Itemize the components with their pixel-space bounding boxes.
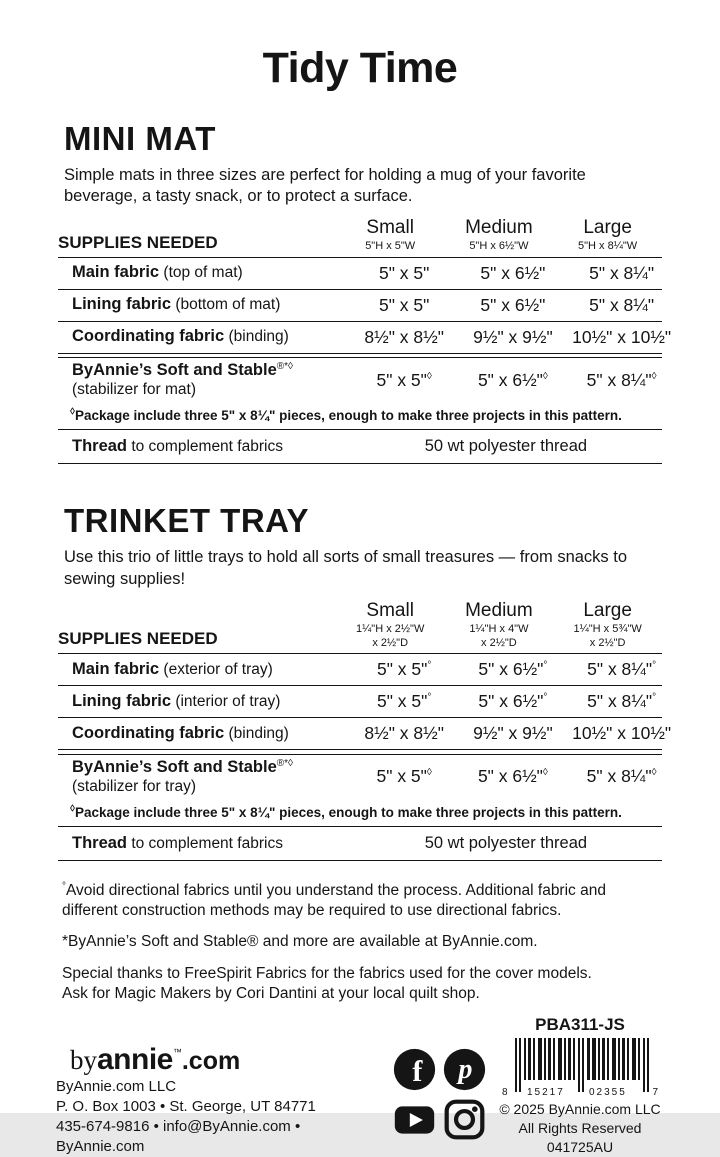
row-label: Coordinating fabric (binding) (72, 327, 289, 346)
row-note: (binding) (228, 724, 289, 742)
social-icons (392, 1047, 487, 1157)
row-label: ByAnnie’s Soft and Stable®*◊ (stabilizer for tray) (58, 758, 350, 796)
table-row (58, 718, 672, 749)
instagram-icon (442, 1097, 487, 1142)
size-value: 5" x 6½"◊ (477, 766, 548, 787)
column-header-large: Large 5"H x 8¼"W (578, 217, 638, 253)
column-header-small: Small 1¼"H x 2½"W x 2½"D (356, 599, 425, 649)
size-value: 5" x 6½"◊ (477, 369, 548, 390)
size-value: 9½" x 9½" (473, 723, 553, 744)
size-value: 5" x 5"◊ (376, 369, 432, 390)
copyright: © 2025 ByAnnie.com LLC All Rights Reserved 041725AU (499, 1100, 661, 1155)
row-note: (stabilizer for mat) (72, 380, 197, 398)
size-value: 9½" x 9½" (473, 326, 553, 347)
row-note: (bottom of mat) (175, 296, 281, 314)
table-footnote: ◊Package include three 5" x 8¼" pieces, enough to make three projects in this pattern. (70, 803, 622, 821)
section-heading: TRINKET TRAY (64, 502, 309, 540)
size-value: 8½" x 8½" (364, 326, 444, 347)
size-value: 5" x 5" (379, 262, 430, 283)
size-value: 5" x 8¼"° (587, 691, 657, 712)
size-value: 5" x 8¼" (589, 262, 655, 283)
row-label: Main fabric (exterior of tray) (72, 659, 273, 678)
row-note: (binding) (228, 328, 289, 346)
section-mini-mat (58, 120, 672, 464)
column-header-medium: Medium 1¼"H x 4"W x 2½"D (465, 599, 533, 649)
supplies-needed-label: SUPPLIES NEEDED (58, 629, 218, 649)
trademark-symbol: ™ (172, 1046, 182, 1057)
row-label: Thread to complement fabrics (72, 833, 283, 852)
footnotes (62, 881, 658, 1004)
size-value: 5" x 5" (379, 294, 430, 315)
size-value: 5" x 5"° (377, 659, 432, 680)
supplies-needed-label: SUPPLIES NEEDED (58, 232, 218, 252)
row-label: ByAnnie’s Soft and Stable®*◊ (stabilizer for mat) (58, 361, 350, 399)
size-value: 5" x 8¼"◊ (586, 369, 657, 390)
size-value: 10½" x 10½" (572, 326, 672, 347)
publisher-block (56, 1043, 378, 1157)
column-header-small: Small 5"H x 5"W (365, 217, 416, 253)
svg-text:p: p (458, 1053, 473, 1085)
company-name: ByAnnie.com LLC (56, 1077, 177, 1095)
size-value: 10½" x 10½" (572, 723, 672, 744)
size-value: 5" x 8¼"° (587, 659, 657, 680)
svg-text:f: f (412, 1054, 423, 1088)
row-note: (top of mat) (163, 264, 243, 282)
youtube-icon (392, 1097, 437, 1142)
note-soft-stable: *ByAnnie’s Soft and Stable® and more are available at ByAnnie.com. (62, 933, 538, 951)
row-note: (stabilizer for tray) (72, 777, 197, 795)
size-value: 8½" x 8½" (364, 723, 444, 744)
row-label: Thread to complement fabrics (72, 437, 283, 455)
note-thanks: Special thanks to FreeSpirit Fabrics for the fabrics used for the cover models. Ask for Magic Makers by Cori Dantini at your local quilt shop. (62, 964, 592, 1002)
barcode: 8 15217 02355 7 (505, 1038, 655, 1097)
size-value: 5" x 8¼" (589, 294, 655, 315)
row-label: Lining fabric (interior of tray) (72, 691, 281, 710)
table-header (58, 217, 662, 256)
size-value: 5" x 5"° (377, 691, 432, 712)
row-label: Main fabric (top of mat) (72, 263, 243, 282)
thread-value: 50 wt polyester thread (424, 437, 588, 456)
table-row (58, 358, 662, 402)
table-header (58, 600, 662, 654)
section-description: Use this trio of little trays to hold all sorts of small treasures — from snacks to sewing supplies! (64, 548, 628, 588)
size-value: 5" x 6½"° (478, 691, 548, 712)
thread-row (58, 430, 662, 463)
table-row (58, 290, 662, 321)
row-note: (interior of tray) (175, 692, 281, 710)
section-description: Simple mats in three sizes are perfect for holding a mug of your favorite beverage, a tasty snack, or to protect a surface. (64, 166, 586, 206)
row-label: Lining fabric (bottom of mat) (72, 295, 281, 314)
company-address: P. O. Box 1003 • St. George, UT 84771 (56, 1097, 316, 1115)
size-value: 5" x 6½"° (478, 659, 548, 680)
table-row (58, 258, 662, 289)
section-heading: MINI MAT (64, 120, 216, 157)
barcode-bars (505, 1038, 655, 1092)
section-trinket-tray (58, 502, 672, 861)
column-header-large: Large 1¼"H x 5¾"W x 2½"D (573, 599, 642, 649)
company-contact: 435-674-9816 • info@ByAnnie.com • ByAnnie.com (56, 1118, 301, 1156)
barcode-block (496, 1015, 664, 1157)
thread-value: 50 wt polyester thread (424, 834, 588, 853)
product-code: PBA311-JS (535, 1014, 625, 1034)
row-label: Coordinating fabric (binding) (72, 723, 289, 742)
table-footnote: ◊Package include three 5" x 8¼" pieces, enough to make three projects in this pattern. (70, 406, 622, 424)
row-note: (exterior of tray) (163, 660, 273, 678)
pinterest-icon (442, 1047, 487, 1092)
byannie-logo: byannie™.com (70, 1042, 241, 1076)
note-directional: °Avoid directional fabrics until you understand the process. Additional fabric and different construction methods may be required to use directional fabrics. (62, 880, 606, 920)
footer (56, 1015, 664, 1157)
supplies-table-trinket-tray (58, 599, 672, 861)
table-row (58, 755, 662, 799)
facebook-icon (392, 1047, 437, 1092)
table-row (58, 322, 672, 353)
page-title: Tidy Time (262, 44, 458, 92)
size-value: 5" x 8¼"◊ (586, 766, 657, 787)
supplies-table-mini-mat (58, 217, 672, 464)
table-row (58, 686, 662, 717)
column-header-medium: Medium 5"H x 6½"W (465, 217, 533, 253)
size-value: 5" x 6½" (480, 262, 546, 283)
size-value: 5" x 6½" (480, 294, 546, 315)
table-rule (58, 463, 662, 464)
size-value: 5" x 5"◊ (376, 766, 432, 787)
table-rule (58, 860, 662, 861)
thread-row (58, 827, 662, 860)
table-row (58, 654, 662, 685)
